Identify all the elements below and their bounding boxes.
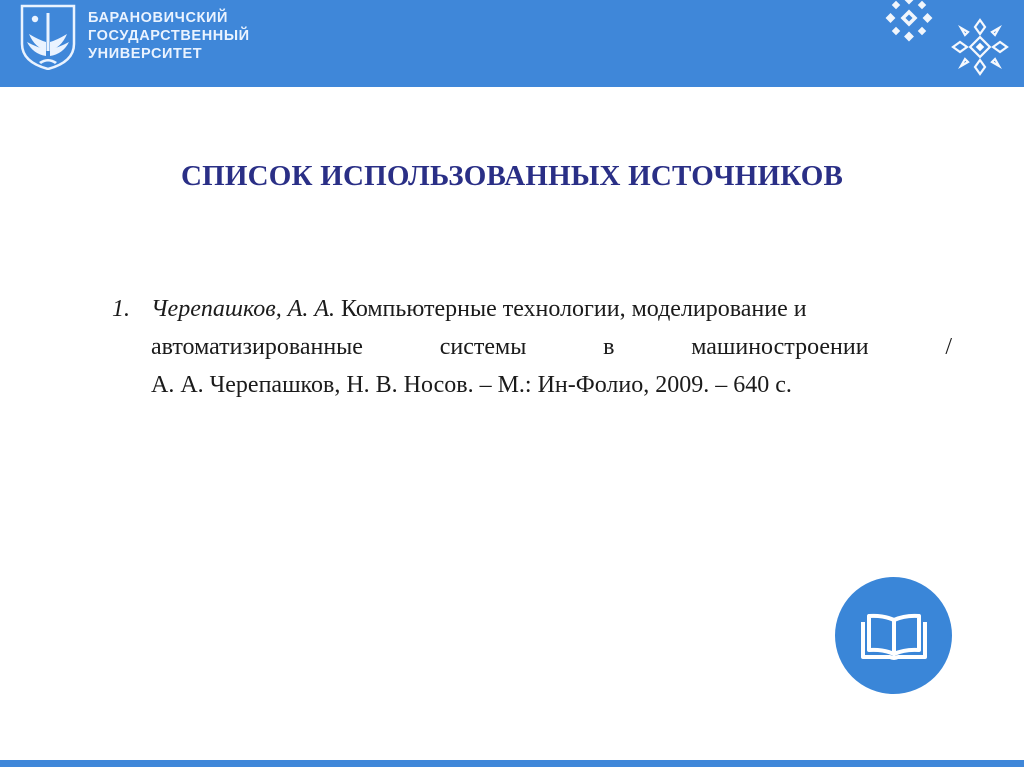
open-book-icon	[857, 610, 931, 662]
reference-number: 1.	[112, 296, 130, 322]
university-name	[88, 9, 250, 63]
page-title: СПИСОК ИСПОЛЬЗОВАННЫХ ИСТОЧНИКОВ	[180, 160, 844, 192]
reference-list	[110, 290, 952, 404]
ornament-star-icon	[950, 17, 1010, 77]
reference-line-2	[151, 328, 952, 366]
ornament-star-icon	[882, 0, 936, 42]
book-button[interactable]	[835, 577, 952, 694]
university-name-line-3: УНИВЕРСИТЕТ	[88, 46, 203, 62]
university-name-line-1: БАРАНОВИЧСКИЙ	[88, 10, 229, 26]
university-name-line-2: ГОСУДАРСТВЕННЫЙ	[88, 28, 250, 44]
reference-line-3: А. А. Черепашков, Н. В. Носов. – М.: Ин-Фолио, 2009. – 640 с.	[151, 372, 792, 398]
reference-title-start: Компьютерные технологии, моделирование и	[335, 296, 807, 322]
university-crest-icon	[19, 4, 77, 70]
reference-word: /	[945, 334, 952, 360]
footer-bar	[0, 760, 1024, 767]
reference-word: системы	[439, 334, 527, 360]
reference-item	[110, 290, 952, 404]
reference-word: машиностроении	[691, 334, 869, 360]
reference-word: в	[603, 334, 615, 360]
reference-line-1	[151, 290, 952, 328]
header-bar	[0, 0, 1024, 87]
reference-word: автоматизированные	[151, 334, 363, 360]
reference-authors: Черепашков, А. А.	[151, 296, 336, 322]
